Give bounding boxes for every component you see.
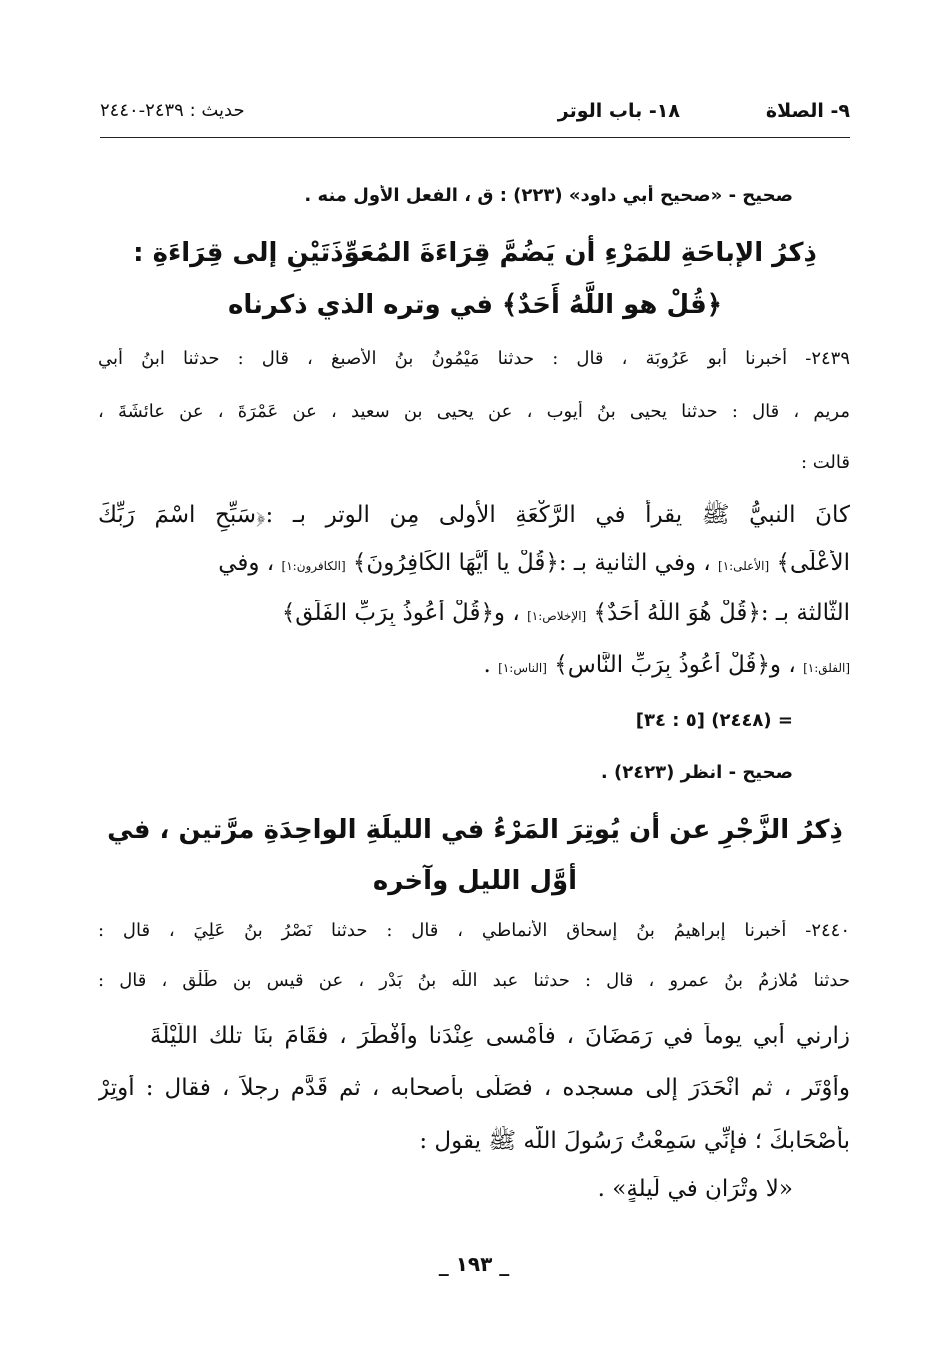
hadith-2439-matn-line-4 bbox=[98, 652, 850, 678]
hadith-2439-matn-line-2 bbox=[98, 550, 850, 576]
matn-text: ، و﴿قُلْ أَعُوذُ بِرَبِّ الفَلَقِ﴾ bbox=[281, 600, 528, 626]
running-header bbox=[100, 96, 850, 132]
quran-reference: [الأعلى:١] bbox=[718, 559, 770, 573]
hadith-2439-matn-line-1: كانَ النبيُّ ﷺ يقرأ في الرَّكْعَةِ الأولى مِن الوتر بـ :﴿سَبِّحِ اسْمَ رَبِّكَ bbox=[98, 502, 850, 528]
matn-text: . bbox=[483, 652, 499, 678]
section-title-2-line-2: أوَّل الليل وآخره bbox=[372, 866, 578, 896]
quran-reference: [الفلق:١] bbox=[803, 661, 850, 675]
matn-text: الأَعْلَى﴾ bbox=[769, 550, 850, 576]
hadith-2440-matn-line-4: «لا وِتْرَانِ في لَيلةٍ» . bbox=[597, 1176, 793, 1202]
hadith-2440-isnad-line-2: حدثنا مُلازمُ بنُ عمرو ، قال : حدثنا عبد اللَّه بنُ بَدْرٍ ، عن قيس بن طَلْق ، قال : bbox=[98, 970, 850, 991]
matn-text: ، وفي الثانية بـ :﴿قُلْ يا أَيُّهَا الكَافِرُونَ﴾ bbox=[345, 550, 718, 576]
page-number: _ ١٩٣ _ bbox=[438, 1252, 510, 1276]
header-rule bbox=[100, 137, 850, 138]
chapter-title: ٩- الصلاة bbox=[765, 100, 850, 122]
hadith-2440-isnad-line-1: ٢٤٤٠- أخبرنا إبراهيمُ بنُ إسحاق الأنماطي ، قال : حدثنا نَصْرُ بنُ عَلِيَ ، قال : bbox=[98, 920, 850, 941]
hadith-2440-matn-line-1: زارني أبي يوماً في رَمَضَانَ ، فأمْسى عِنْدَنا وأفْطَرَ ، فقَامَ بنَا تلك اللَّيْلَةَ bbox=[150, 1023, 850, 1049]
hadith-2439-isnad-line-3: قالت : bbox=[800, 452, 850, 473]
bab-title: ١٨- باب الوتر bbox=[557, 100, 680, 122]
hadith-2440-matn-line-3: بأصْحَابكَ ؛ فإنِّي سَمِعْتُ رَسُولَ اللَّه ﷺ يقول : bbox=[419, 1128, 850, 1154]
hadith-2439-matn-line-3 bbox=[98, 600, 850, 626]
section-title-1-line-2: ﴿قُلْ هو اللَّهُ أَحَدٌ﴾ في وتره الذي ذكرناه bbox=[228, 290, 722, 320]
matn-text: ، وفي bbox=[218, 550, 282, 576]
quran-reference: [الناس:١] bbox=[498, 661, 547, 675]
hadith-2439-cross-reference: = (٢٤٤٨) [٥ : ٣٤] bbox=[635, 710, 793, 731]
quran-reference: [الإخلاص:١] bbox=[527, 609, 587, 623]
matn-text: ، و﴿قُلْ أَعُوذُ بِرَبِّ النَّاسِ﴾ bbox=[546, 652, 804, 678]
hadith-2439-grading: صحيح - انظر (٢٤٢٣) . bbox=[600, 762, 793, 783]
quran-reference: [الكافرون:١] bbox=[281, 559, 346, 573]
hadith-2439-isnad-line-2: مريم ، قال : حدثنا يحيى بنُ أيوب ، عن يحيى بن سعيد ، عن عَمْرَةَ ، عن عائشَةَ ، bbox=[98, 401, 850, 422]
section-title-1-line-1: ذِكرُ الإباحَةِ للمَرْءِ أن يَضُمَّ قِرَاءَةَ المُعَوِّذَتَيْنِ إلى قِرَاءَةِ : bbox=[133, 238, 817, 268]
matn-text: الثَّالثة بـ :﴿قُلْ هُوَ اللَّهُ أَحَدٌ﴾ bbox=[586, 600, 850, 626]
hadith-2440-matn-line-2: وأَوْتَر ، ثم انْحَدَرَ إلى مسجده ، فصَلَّى بأصحابه ، ثم قَدَّم رجلاً ، فقال : أَوتِرْ bbox=[98, 1075, 850, 1101]
hadith-range: حديث : ٢٤٣٩-٢٤٤٠ bbox=[100, 100, 245, 121]
hadith-2439-isnad-line-1: ٢٤٣٩- أخبرنا أبو عَرُوبَة ، قال : حدثنا مَيْمُونُ بنُ الأصبغ ، قال : حدثنا ابنُ أبي bbox=[98, 348, 850, 369]
section-title-2-line-1: ذِكرُ الزَّجْرِ عن أن يُوتِرَ المَرْءُ في الليلَةِ الواحِدَةِ مرَّتين ، في bbox=[107, 815, 843, 845]
grading-previous-hadith: صحيح - «صحيح أبي داود» (٢٢٣) : ق ، الفعل الأول منه . bbox=[304, 185, 793, 206]
